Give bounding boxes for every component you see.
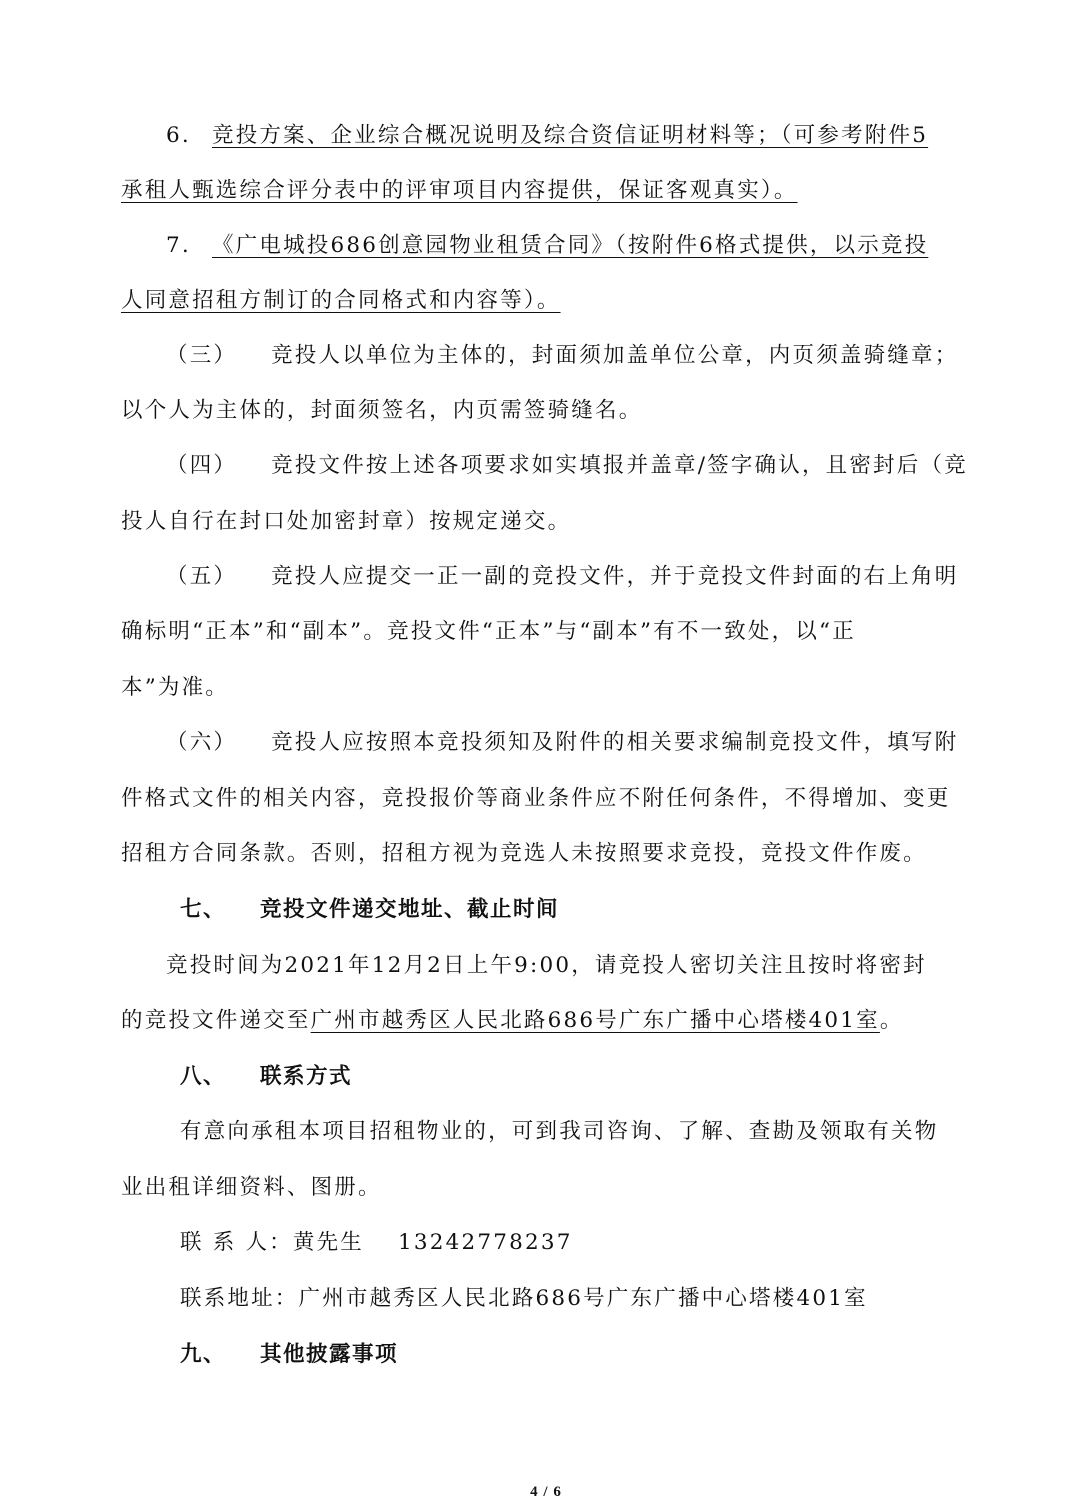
section-7-number: 七、	[180, 897, 227, 922]
para-4-line-1	[166, 451, 996, 481]
item-6-line-2	[121, 176, 951, 206]
para-5-label: （五）	[166, 564, 238, 589]
section-7-line-1	[166, 951, 996, 981]
section-8-text-2: 业出租详细资料、图册。	[121, 1175, 382, 1200]
section-9-title: 其他披露事项	[260, 1342, 399, 1367]
section-9-heading	[180, 1340, 1010, 1370]
section-8-line-2	[121, 1173, 951, 1203]
para-5-line-3	[121, 673, 951, 703]
para-4-text-1: 竞投文件按上述各项要求如实填报并盖章/签字确认，且密封后（竞	[271, 453, 968, 478]
contact-phone: 13242778237	[397, 1230, 573, 1255]
item-6-text-1: 竞投方案、企业综合概况说明及综合资信证明材料等；（可参考附件5	[211, 123, 929, 148]
section-8-line-1	[180, 1117, 1010, 1147]
contact-person-label: 联 系 人：	[180, 1230, 293, 1255]
item-7-text-2: 人同意招租方制订的合同格式和内容等）。	[121, 288, 561, 313]
para-3-text-1: 竞投人以单位为主体的，封面须加盖单位公章，内页须盖骑缝章；	[271, 343, 959, 368]
submission-address: 广州市越秀区人民北路686号广东广播中心塔楼401室	[310, 1008, 880, 1033]
item-7-text-1: 《广电城投686创意园物业租赁合同》（按附件6格式提供，以示竞投	[211, 233, 929, 258]
contact-person-line	[180, 1228, 1010, 1258]
item-6-text-2: 承租人甄选综合评分表中的评审项目内容提供，保证客观真实）。	[121, 178, 798, 203]
page-number: 4 / 6	[530, 1484, 562, 1500]
para-6-label: （六）	[166, 730, 238, 755]
item-7-line-1	[166, 231, 996, 261]
contact-person-name: 黄先生	[292, 1230, 364, 1255]
contact-address-label: 联系地址：	[180, 1286, 299, 1311]
para-4-line-2	[121, 507, 951, 537]
contact-address: 广州市越秀区人民北路686号广东广播中心塔楼401室	[298, 1286, 868, 1311]
para-6-text-2: 件格式文件的相关内容，竞投报价等商业条件应不附任何条件，不得增加、变更	[121, 786, 951, 811]
section-7-text-2-prefix: 的竞投文件递交至	[121, 1008, 311, 1033]
para-6-text-3: 招租方合同条款。否则，招租方视为竞选人未按照要求竞投，竞投文件作废。	[121, 841, 927, 866]
para-6-line-1	[166, 728, 996, 758]
contact-address-line	[180, 1284, 1010, 1314]
para-3-line-2	[121, 396, 951, 426]
para-4-text-2: 投人自行在封口处加密封章）按规定递交。	[121, 509, 572, 534]
section-9-number: 九、	[180, 1342, 227, 1367]
section-7-text-2-suffix: 。	[879, 1008, 904, 1033]
para-3-text-2: 以个人为主体的，封面须签名，内页需签骑缝名。	[121, 398, 643, 423]
para-4-label: （四）	[166, 453, 238, 478]
section-7-heading	[180, 895, 1010, 925]
item-6-number: 6.	[166, 123, 191, 148]
section-8-text-1: 有意向承租本项目招租物业的，可到我司咨询、了解、查勘及领取有关物	[180, 1119, 939, 1144]
para-5-text-2: 确标明“正本”和“副本”。竞投文件“正本”与“副本”有不一致处，以“正	[121, 619, 856, 644]
para-6-line-3	[121, 839, 951, 869]
section-7-text-1: 竞投时间为2021年12月2日上午9:00，请竞投人密切关注且按时将密封	[166, 953, 927, 978]
para-5-text-1: 竞投人应提交一正一副的竞投文件，并于竞投文件封面的右上角明	[271, 564, 959, 589]
para-6-line-2	[121, 784, 951, 814]
section-8-heading	[180, 1062, 1010, 1092]
section-7-title: 竞投文件递交地址、截止时间	[260, 897, 560, 922]
section-8-title: 联系方式	[260, 1064, 353, 1089]
section-8-number: 八、	[180, 1064, 227, 1089]
para-5-line-2	[121, 617, 951, 647]
para-3-label: （三）	[166, 343, 238, 368]
para-5-line-1	[166, 562, 996, 592]
para-5-text-3: 本”为准。	[121, 675, 229, 700]
item-7-number: 7.	[166, 233, 191, 258]
para-3-line-1	[166, 341, 996, 371]
item-6-line-1	[166, 121, 996, 151]
para-6-text-1: 竞投人应按照本竞投须知及附件的相关要求编制竞投文件，填写附	[271, 730, 959, 755]
item-7-line-2	[121, 286, 951, 316]
section-7-line-2	[121, 1006, 951, 1036]
